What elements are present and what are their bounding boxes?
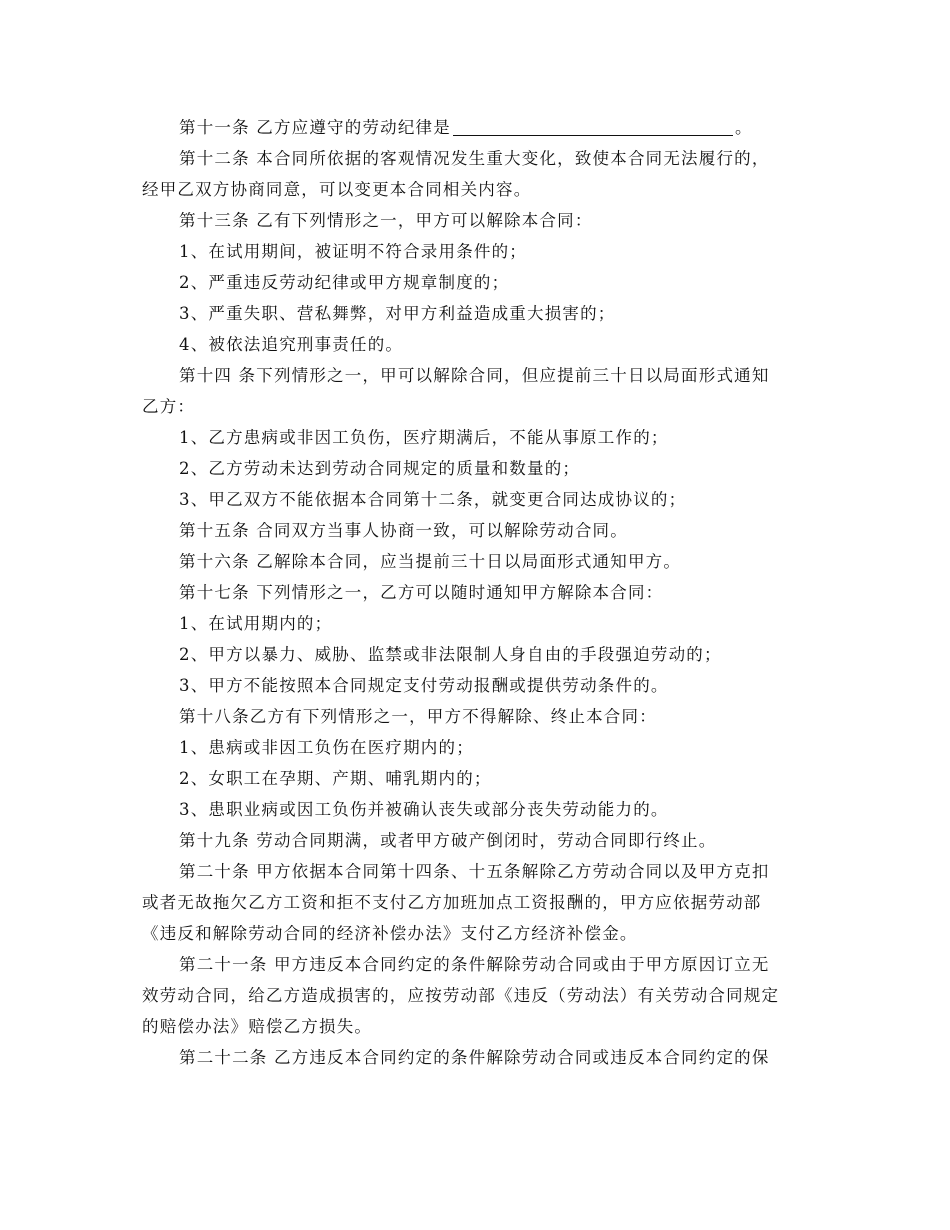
clause-20-line-3: 《违反和解除劳动合同的经济补偿办法》支付乙方经济补偿金。 [142, 924, 638, 943]
clause-14-line-1: 第十四 条下列情形之一，甲可以解除合同，但应提前三十日以局面形式通知 [179, 366, 770, 385]
clause-17-heading: 第十七条 下列情形之一，乙方可以随时通知甲方解除本合同： [179, 583, 664, 602]
clause-13-item-2: 2、严重违反劳动纪律或甲方规章制度的； [179, 273, 510, 292]
clause-16-line: 第十六条 乙解除本合同，应当提前三十日以局面形式通知甲方。 [179, 552, 682, 571]
clause-22-line-1: 第二十二条 乙方违反本合同约定的条件解除劳动合同或违反本合同约定的保 [179, 1048, 770, 1067]
clause-20-line-2: 或者无故拖欠乙方工资和拒不支付乙方加班加点工资报酬的，甲方应依据劳动部 [142, 893, 762, 912]
clause-18-item-1: 1、患病或非因工负伤在医疗期内的； [179, 738, 474, 757]
clause-21-line-2: 效劳动合同，给乙方造成损害的，应按劳动部《违反（劳动法）有关劳动合同规定 [142, 986, 780, 1005]
contract-text-body [142, 112, 810, 1073]
clause-12-line-2: 经甲乙双方协商同意，可以变更本合同相关内容。 [142, 180, 532, 199]
clause-11-line [142, 112, 810, 143]
clause-18-heading: 第十八条乙方有下列情形之一，甲方不得解除、终止本合同： [179, 707, 657, 726]
clause-15-line: 第十五条 合同双方当事人协商一致，可以解除劳动合同。 [179, 521, 628, 540]
clause-13-item-3: 3、严重失职、营私舞弊，对甲方利益造成重大损害的； [179, 304, 616, 323]
clause-13-heading: 第十三条 乙有下列情形之一，甲方可以解除本合同： [179, 211, 593, 230]
clause-19-line: 第十九条 劳动合同期满，或者甲方破产倒闭时，劳动合同即行终止。 [179, 831, 717, 850]
clause-18-item-2: 2、女职工在孕期、产期、哺乳期内的； [179, 769, 492, 788]
clause-14-item-3: 3、甲乙双方不能依据本合同第十二条，就变更合同达成协议的； [179, 490, 687, 509]
clause-17-item-1: 1、在试用期内的； [179, 614, 333, 633]
clause-17-item-2: 2、甲方以暴力、威胁、监禁或非法限制人身自由的手段强迫劳动的； [179, 645, 722, 664]
clause-18-item-3: 3、患职业病或因工负伤并被确认丧失或部分丧失劳动能力的。 [179, 800, 669, 819]
clause-20-line-1: 第二十条 甲方依据本合同第十四条、十五条解除乙方劳动合同以及甲方克扣 [179, 862, 770, 881]
clause-21-line-1: 第二十一条 甲方违反本合同约定的条件解除劳动合同或由于甲方原因订立无 [179, 955, 770, 974]
clause-11-period: 。 [734, 118, 753, 137]
clause-11-text: 第十一条 乙方应遵守的劳动纪律是 [179, 118, 451, 137]
discipline-blank-field[interactable] [453, 115, 733, 136]
clause-14-item-1: 1、乙方患病或非因工负伤，医疗期满后，不能从事原工作的； [179, 428, 669, 447]
clause-21-line-3: 的赔偿办法》赔偿乙方损失。 [142, 1017, 373, 1036]
clause-12-line-1: 第十二条 本合同所依据的客观情况发生重大变化，致使本合同无法履行的， [179, 149, 770, 168]
clause-14-item-2: 2、乙方劳动未达到劳动合同规定的质量和数量的； [179, 459, 581, 478]
clause-14-line-2: 乙方： [142, 397, 196, 416]
clause-17-item-3: 3、甲方不能按照本合同规定支付劳动报酬或提供劳动条件的。 [179, 676, 669, 695]
clause-13-item-1: 1、在试用期间，被证明不符合录用条件的； [179, 242, 527, 261]
clause-13-item-4: 4、被依法追究刑事责任的。 [179, 335, 404, 354]
